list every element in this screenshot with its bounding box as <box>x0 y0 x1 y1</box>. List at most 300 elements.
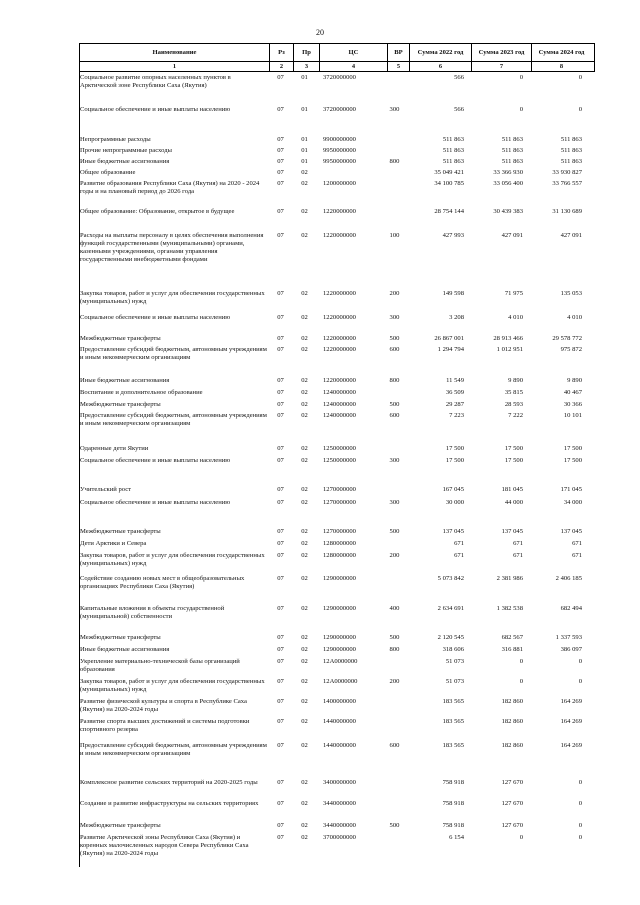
row-rz: 07 <box>277 147 284 154</box>
row-name: Иные бюджетные ассигнования <box>80 158 170 165</box>
row-sum-2023: 17 500 <box>504 457 523 464</box>
row-name: Социальное обеспечение и иные выплаты населению <box>80 457 231 464</box>
row-vr <box>384 169 405 177</box>
table-row <box>80 834 596 858</box>
row-sum-2022: 1 294 794 <box>437 346 464 353</box>
row-sum-2024: 0 <box>578 106 582 113</box>
row-pr: 02 <box>301 389 308 396</box>
table-row <box>80 698 596 714</box>
row-name: Иные бюджетные ассигнования <box>80 646 170 653</box>
row-rz: 07 <box>277 552 284 559</box>
row-rz: 07 <box>277 698 284 705</box>
table-row <box>80 389 596 397</box>
row-cs: 3700000000 <box>323 834 356 841</box>
row-sum-2023: 671 <box>513 540 523 547</box>
row-name: Создание и развитие инфраструктуры на сельских территориях <box>80 800 259 807</box>
row-sum-2023: 0 <box>519 678 523 685</box>
table-row <box>80 208 596 216</box>
row-sum-2024: 171 045 <box>560 486 582 493</box>
row-sum-2023: 1 012 951 <box>496 346 523 353</box>
row-name: Предоставление субсидий бюджетным, автономным учреждениям и иным некоммерческим организациям <box>80 412 267 427</box>
column-numbers <box>79 62 595 72</box>
row-vr: 200 <box>389 290 400 297</box>
table-row <box>80 412 596 428</box>
table-row <box>80 499 596 507</box>
table-row <box>80 646 596 654</box>
row-sum-2022: 34 100 785 <box>434 180 464 187</box>
row-pr: 02 <box>301 540 308 547</box>
row-name: Социальное развитие опорных населенных пунктов в Арктической зоне Республики Саха (Якутия) <box>80 74 231 89</box>
row-sum-2024: 31 130 689 <box>552 208 582 215</box>
row-vr <box>384 779 405 787</box>
row-sum-2024: 0 <box>578 658 582 665</box>
row-sum-2022: 2 120 545 <box>437 634 464 641</box>
row-name: Общее образование: Образование, открытое в будущее <box>80 208 235 215</box>
row-sum-2023: 28 913 466 <box>493 335 523 342</box>
row-cs: 1440000000 <box>323 742 356 749</box>
column-number: 1 <box>172 63 177 70</box>
column-number: 2 <box>269 62 293 71</box>
row-sum-2022: 51 073 <box>445 658 464 665</box>
row-sum-2024: 10 101 <box>563 412 582 419</box>
row-sum-2024: 0 <box>578 800 582 807</box>
row-cs <box>317 169 384 177</box>
row-sum-2023: 44 000 <box>504 499 523 506</box>
table-row <box>80 74 596 90</box>
row-pr: 02 <box>301 208 308 215</box>
row-cs: 1220000000 <box>323 377 356 384</box>
row-name: Социальное обеспечение и иные выплаты населению <box>80 499 231 506</box>
row-sum-2023: 9 890 <box>508 377 523 384</box>
row-cs: 1290000000 <box>323 646 356 653</box>
row-vr: 300 <box>389 499 400 506</box>
header-2022: Сумма 2022 год <box>409 44 471 61</box>
row-sum-2022: 6 154 <box>449 834 464 841</box>
row-pr: 01 <box>301 74 308 81</box>
row-pr: 02 <box>301 180 308 187</box>
row-sum-2024: 0 <box>578 822 582 829</box>
row-rz: 07 <box>277 742 284 749</box>
row-pr: 02 <box>301 634 308 641</box>
row-pr: 02 <box>301 698 308 705</box>
row-pr: 02 <box>301 445 308 452</box>
row-rz: 07 <box>277 314 284 321</box>
row-rz: 07 <box>277 169 284 176</box>
table-row <box>80 658 596 674</box>
row-sum-2024: 30 366 <box>563 401 582 408</box>
row-cs: 1220000000 <box>323 335 356 342</box>
row-cs: 1250000000 <box>323 445 356 452</box>
row-vr: 600 <box>389 346 400 353</box>
row-sum-2022: 758 918 <box>442 822 464 829</box>
row-pr: 02 <box>301 314 308 321</box>
row-sum-2024: 682 494 <box>560 605 582 612</box>
row-rz: 07 <box>277 658 284 665</box>
row-name: Межбюджетные трансферты <box>80 634 161 641</box>
row-name: Межбюджетные трансферты <box>80 335 161 342</box>
row-rz: 07 <box>277 499 284 506</box>
row-cs: 1440000000 <box>323 718 356 725</box>
row-vr: 100 <box>389 232 400 239</box>
row-sum-2022: 149 598 <box>442 290 464 297</box>
row-rz: 07 <box>277 445 284 452</box>
row-rz: 07 <box>277 718 284 725</box>
row-sum-2023: 71 975 <box>504 290 523 297</box>
row-sum-2023: 182 860 <box>501 718 523 725</box>
row-sum-2022: 183 565 <box>442 718 464 725</box>
row-rz: 07 <box>277 346 284 353</box>
budget-table <box>79 43 595 867</box>
row-vr: 800 <box>389 646 400 653</box>
row-name: Учительский рост <box>80 486 132 493</box>
table-row <box>80 377 596 385</box>
row-pr: 02 <box>301 528 308 535</box>
row-pr: 02 <box>301 658 308 665</box>
row-cs: 1270000000 <box>323 528 356 535</box>
row-vr <box>384 698 405 714</box>
row-sum-2024: 671 <box>572 552 582 559</box>
row-sum-2024: 0 <box>578 779 582 786</box>
row-vr: 300 <box>389 457 400 464</box>
row-sum-2023: 511 863 <box>501 158 523 165</box>
row-sum-2024: 1 337 593 <box>555 634 582 641</box>
row-rz: 07 <box>277 335 284 342</box>
table-row <box>80 540 596 548</box>
row-pr: 02 <box>301 232 308 239</box>
row-cs: 1400000000 <box>323 698 356 705</box>
row-rz: 07 <box>277 646 284 653</box>
row-vr <box>384 180 405 196</box>
row-sum-2024: 2 406 185 <box>555 575 582 582</box>
table-row <box>80 552 596 568</box>
row-pr: 01 <box>301 147 308 154</box>
table-row <box>80 147 596 155</box>
row-sum-2024: 4 010 <box>567 314 582 321</box>
row-pr: 02 <box>301 742 308 749</box>
row-sum-2024: 0 <box>578 834 582 841</box>
table-row <box>80 634 596 642</box>
row-sum-2023: 181 045 <box>501 486 523 493</box>
row-sum-2023: 127 670 <box>501 779 523 786</box>
table-row <box>80 232 596 264</box>
row-sum-2022: 511 863 <box>442 158 464 165</box>
row-pr: 02 <box>301 779 308 786</box>
row-sum-2023: 33 366 930 <box>493 169 523 176</box>
column-number: 3 <box>293 62 319 71</box>
row-vr <box>384 486 405 494</box>
row-pr: 02 <box>301 718 308 725</box>
row-sum-2022: 17 500 <box>445 445 464 452</box>
table-row <box>80 528 596 536</box>
row-rz: 07 <box>277 634 284 641</box>
header-cs: ЦС <box>319 44 387 61</box>
row-sum-2023: 0 <box>519 658 523 665</box>
row-name: Развитие физической культуры и спорта в Республике Саха (Якутия) на 2020-2024 годы <box>80 698 247 713</box>
column-number: 7 <box>471 62 531 71</box>
row-sum-2023: 316 881 <box>501 646 523 653</box>
row-pr: 01 <box>301 158 308 165</box>
row-rz: 07 <box>277 158 284 165</box>
row-sum-2024: 33 930 827 <box>552 169 582 176</box>
row-sum-2022: 671 <box>454 552 464 559</box>
row-cs: 1200000000 <box>323 180 356 187</box>
row-vr <box>384 147 405 155</box>
row-sum-2024: 9 890 <box>567 377 582 384</box>
row-name: Социальное обеспечение и иные выплаты населению <box>80 314 231 321</box>
row-sum-2024: 29 578 772 <box>552 335 582 342</box>
table-row <box>80 401 596 409</box>
row-vr: 200 <box>389 552 400 559</box>
row-cs: 1220000000 <box>323 208 356 215</box>
row-name: Межбюджетные трансферты <box>80 822 161 829</box>
row-pr: 02 <box>301 499 308 506</box>
row-sum-2023: 427 091 <box>501 232 523 239</box>
table-row <box>80 779 596 787</box>
row-pr: 02 <box>301 412 308 419</box>
row-name: Предоставление субсидий бюджетным, автономным учреждениям и иным некоммерческим организациям <box>80 346 267 361</box>
row-sum-2023: 137 045 <box>501 528 523 535</box>
row-cs: 3400000000 <box>323 779 356 786</box>
row-pr: 02 <box>301 605 308 612</box>
row-cs: 3440000000 <box>323 822 356 829</box>
table-header <box>79 43 595 62</box>
row-sum-2022: 36 509 <box>445 389 464 396</box>
table-row <box>80 742 596 758</box>
row-vr <box>384 575 405 591</box>
row-sum-2024: 17 500 <box>563 457 582 464</box>
table-row <box>80 158 596 166</box>
row-sum-2023: 0 <box>519 106 523 113</box>
row-name: Содействие созданию новых мест в общеобразовательных организациях Республики Саха (Якутия) <box>80 575 245 590</box>
row-sum-2024: 33 766 557 <box>552 180 582 187</box>
row-pr: 02 <box>301 646 308 653</box>
row-rz: 07 <box>277 377 284 384</box>
column-number: 4 <box>319 62 387 71</box>
table-row <box>80 445 596 453</box>
table-row <box>80 180 596 196</box>
row-vr: 800 <box>389 377 400 384</box>
table-row <box>80 718 596 734</box>
row-sum-2024: 40 467 <box>563 389 582 396</box>
row-rz: 07 <box>277 575 284 582</box>
row-pr: 01 <box>301 136 308 143</box>
row-pr: 02 <box>301 335 308 342</box>
row-sum-2022: 11 549 <box>446 377 464 384</box>
row-vr: 500 <box>389 528 400 535</box>
row-name: Прочие непрограммные расходы <box>80 147 172 154</box>
header-vr: ВР <box>387 44 409 61</box>
row-name: Непрограммные расходы <box>80 136 151 143</box>
row-vr: 500 <box>389 822 400 829</box>
row-sum-2023: 682 567 <box>501 634 523 641</box>
row-cs: 1220000000 <box>323 290 356 297</box>
table-row <box>80 605 596 621</box>
row-cs: 3720000000 <box>323 74 356 81</box>
row-sum-2023: 28 593 <box>504 401 523 408</box>
row-vr <box>384 834 405 858</box>
row-rz: 07 <box>277 401 284 408</box>
row-sum-2022: 427 993 <box>442 232 464 239</box>
row-rz: 07 <box>277 800 284 807</box>
row-cs: 9950000000 <box>323 147 356 154</box>
row-cs: 1280000000 <box>323 552 356 559</box>
column-number: 8 <box>531 62 591 71</box>
row-name: Межбюджетные трансферты <box>80 401 161 408</box>
row-name: Иные бюджетные ассигнования <box>80 377 170 384</box>
column-number: 6 <box>409 62 471 71</box>
row-cs: 1220000000 <box>323 314 356 321</box>
row-vr: 500 <box>389 335 400 342</box>
row-vr: 600 <box>389 412 400 419</box>
row-vr: 600 <box>389 742 400 749</box>
row-sum-2022: 5 073 842 <box>437 575 464 582</box>
row-cs: 1220000000 <box>323 346 356 353</box>
row-name: Социальное обеспечение и иные выплаты населению <box>80 106 231 113</box>
row-name: Межбюджетные трансферты <box>80 528 161 535</box>
row-sum-2023: 35 815 <box>504 389 523 396</box>
row-pr: 02 <box>301 457 308 464</box>
row-rz: 07 <box>277 678 284 685</box>
row-rz: 07 <box>277 208 284 215</box>
row-rz: 07 <box>277 822 284 829</box>
row-sum-2024: 511 863 <box>560 147 582 154</box>
row-sum-2024: 135 053 <box>560 290 582 297</box>
row-vr: 300 <box>389 106 400 113</box>
row-cs: 12А0000000 <box>323 658 358 665</box>
row-vr <box>384 389 405 397</box>
row-cs: 1220000000 <box>323 232 356 239</box>
row-cs: 1240000000 <box>323 401 356 408</box>
row-name: Развитие образования Республики Саха (Якутия) на 2020 - 2024 годы и на плановый период до 2026 года <box>80 180 260 195</box>
table-row <box>80 136 596 144</box>
row-sum-2022: 29 287 <box>445 401 464 408</box>
row-sum-2022: 511 863 <box>442 136 464 143</box>
page-number: 20 <box>316 28 324 37</box>
row-sum-2024: 511 863 <box>560 136 582 143</box>
row-sum-2023: 4 010 <box>508 314 523 321</box>
table-row <box>80 457 596 465</box>
row-vr <box>384 445 405 453</box>
row-name: Укрепление материально-технической базы организаций образования <box>80 658 240 673</box>
row-vr: 500 <box>389 634 400 641</box>
row-sum-2022: 511 863 <box>442 147 464 154</box>
row-rz: 07 <box>277 74 284 81</box>
row-sum-2023: 17 500 <box>504 445 523 452</box>
row-cs: 1280000000 <box>323 540 356 547</box>
row-name: Закупка товаров, работ и услуг для обеспечения государственных (муниципальных) нужд <box>80 290 265 305</box>
row-vr <box>384 718 405 734</box>
row-rz: 07 <box>277 486 284 493</box>
row-rz: 07 <box>277 528 284 535</box>
row-sum-2023: 0 <box>519 834 523 841</box>
row-sum-2022: 183 565 <box>442 742 464 749</box>
header-2023: Сумма 2023 год <box>471 44 531 61</box>
row-sum-2022: 28 754 144 <box>434 208 464 215</box>
row-name: Комплексное развитие сельских территорий на 2020-2025 годы <box>80 779 258 786</box>
row-vr <box>384 74 405 90</box>
row-sum-2023: 182 860 <box>501 698 523 705</box>
row-rz: 07 <box>277 232 284 239</box>
row-sum-2022: 758 918 <box>442 779 464 786</box>
row-cs: 12А0000000 <box>323 678 358 685</box>
row-sum-2024: 164 269 <box>560 698 582 705</box>
row-pr: 02 <box>301 346 308 353</box>
row-pr: 02 <box>301 575 308 582</box>
row-sum-2023: 511 863 <box>501 147 523 154</box>
row-rz: 07 <box>277 290 284 297</box>
row-rz: 07 <box>277 136 284 143</box>
table-row <box>80 106 596 114</box>
row-sum-2022: 137 045 <box>442 528 464 535</box>
row-vr: 500 <box>389 401 400 408</box>
row-pr: 02 <box>301 377 308 384</box>
row-name: Общее образование <box>80 169 136 176</box>
row-vr: 800 <box>389 158 400 165</box>
row-sum-2024: 0 <box>578 74 582 81</box>
row-sum-2024: 671 <box>572 540 582 547</box>
row-cs: 1250000000 <box>323 457 356 464</box>
row-name: Закупка товаров, работ и услуг для обеспечения государственных (муниципальных) нужд <box>80 678 265 693</box>
row-cs: 1240000000 <box>323 389 356 396</box>
row-sum-2024: 975 872 <box>560 346 582 353</box>
row-sum-2024: 164 269 <box>560 718 582 725</box>
row-cs: 3720000000 <box>323 106 356 113</box>
table-row <box>80 346 596 362</box>
row-sum-2022: 183 565 <box>442 698 464 705</box>
row-rz: 07 <box>277 180 284 187</box>
row-pr: 02 <box>301 290 308 297</box>
row-cs: 1270000000 <box>323 486 356 493</box>
row-sum-2022: 566 <box>454 106 464 113</box>
row-pr: 02 <box>301 678 308 685</box>
row-sum-2023: 511 863 <box>501 136 523 143</box>
row-name: Развитие Арктической зоны Республики Саха (Якутия) и коренных малочисленных народов Севера Республики Саха (Якутия) на 2020-2024 годы <box>80 834 249 857</box>
table-row <box>80 678 596 694</box>
row-sum-2022: 671 <box>454 540 464 547</box>
row-sum-2022: 51 073 <box>445 678 464 685</box>
table-row <box>80 290 596 306</box>
row-sum-2024: 511 863 <box>560 158 582 165</box>
row-sum-2024: 137 045 <box>560 528 582 535</box>
row-pr: 02 <box>301 169 308 176</box>
row-vr <box>384 540 405 548</box>
header-rz: Рз <box>269 44 293 61</box>
row-sum-2023: 1 382 538 <box>496 605 523 612</box>
row-name: Развитие спорта высших достижений и системы подготовки спортивного резерва <box>80 718 250 733</box>
row-sum-2023: 127 670 <box>501 822 523 829</box>
row-cs: 9900000000 <box>323 136 356 143</box>
row-rz: 07 <box>277 540 284 547</box>
row-cs: 1290000000 <box>323 634 356 641</box>
table-row <box>80 335 596 343</box>
row-sum-2022: 30 000 <box>445 499 464 506</box>
row-vr: 400 <box>389 605 400 612</box>
header-name: Наименование <box>152 49 197 56</box>
row-name: Воспитание и дополнительное образование <box>80 389 203 396</box>
row-vr <box>384 208 405 216</box>
row-sum-2024: 164 269 <box>560 742 582 749</box>
row-sum-2022: 758 918 <box>442 800 464 807</box>
row-sum-2022: 35 049 421 <box>434 169 464 176</box>
table-body <box>79 72 595 867</box>
row-cs: 1290000000 <box>323 605 356 612</box>
row-sum-2023: 33 056 400 <box>493 180 523 187</box>
row-pr: 02 <box>301 822 308 829</box>
column-number: 5 <box>387 62 409 71</box>
row-rz: 07 <box>277 412 284 419</box>
row-sum-2024: 386 097 <box>560 646 582 653</box>
table-row <box>80 314 596 322</box>
